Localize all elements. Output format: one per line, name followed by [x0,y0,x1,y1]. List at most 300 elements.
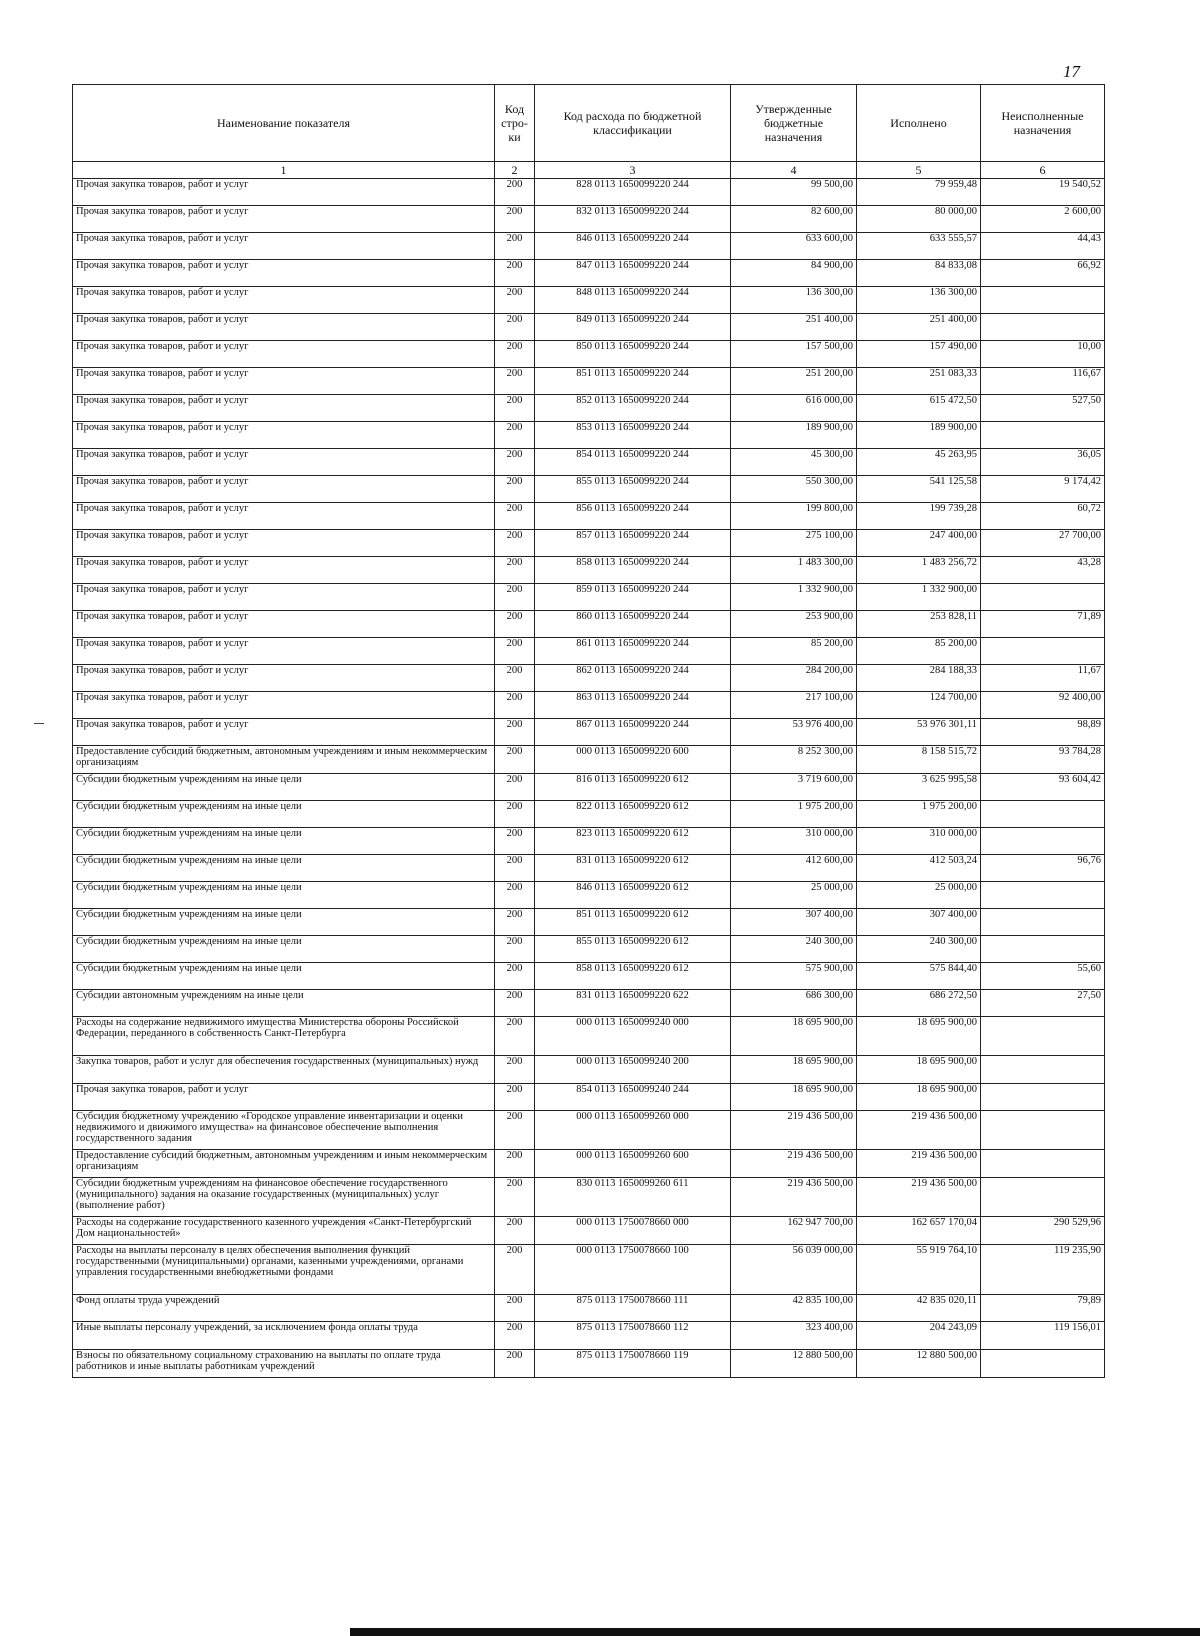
row-approved: 53 976 400,00 [731,719,857,746]
table-row [73,1084,1105,1111]
column-number: 4 [731,162,857,179]
row-budget-code: 856 0113 1650099220 244 [535,503,731,530]
table-row [73,638,1105,665]
row-unexecuted: 93 604,42 [981,774,1105,801]
row-budget-code: 854 0113 1650099220 244 [535,449,731,476]
row-budget-code: 000 0113 1650099220 600 [535,746,731,774]
page-number: 17 [1063,62,1080,81]
row-unexecuted [981,1084,1105,1111]
table-row [73,422,1105,449]
row-unexecuted [981,1017,1105,1056]
row-approved: 219 436 500,00 [731,1178,857,1217]
row-approved: 189 900,00 [731,422,857,449]
table-header-row [73,85,1105,162]
row-budget-code: 000 0113 1650099240 000 [535,1017,731,1056]
row-approved: 323 400,00 [731,1322,857,1350]
table-row [73,882,1105,909]
row-unexecuted: 79,89 [981,1295,1105,1322]
table-row [73,1056,1105,1084]
row-budget-code: 854 0113 1650099240 244 [535,1084,731,1111]
row-approved: 56 039 000,00 [731,1245,857,1295]
row-approved: 18 695 900,00 [731,1084,857,1111]
row-approved: 12 880 500,00 [731,1350,857,1378]
row-approved: 162 947 700,00 [731,1217,857,1245]
row-name: Расходы на выплаты персоналу в целях обеспечения выполнения функций государственными (муниципальными) органами, казенными учреждениями, органами управления государственными внебюджетными фондами [73,1245,495,1295]
table-row [73,774,1105,801]
table-row [73,665,1105,692]
row-budget-code: 851 0113 1650099220 612 [535,909,731,936]
row-name: Субсидии бюджетным учреждениям на иные цели [73,909,495,936]
row-name: Субсидия бюджетному учреждению «Городское управление инвентаризации и оценки недвижимого и движимого имущества» на финансовое обеспечение выполнения государственного задания [73,1111,495,1150]
table-row [73,395,1105,422]
row-name: Прочая закупка товаров, работ и услуг [73,314,495,341]
row-budget-code: 875 0113 1750078660 119 [535,1350,731,1378]
row-unexecuted: 11,67 [981,665,1105,692]
row-approved: 18 695 900,00 [731,1056,857,1084]
row-unexecuted [981,1350,1105,1378]
row-name: Субсидии автономным учреждениям на иные цели [73,990,495,1017]
table-row [73,206,1105,233]
table-row [73,314,1105,341]
header-name: Наименование показателя [73,85,495,162]
row-approved: 199 800,00 [731,503,857,530]
row-unexecuted: 66,92 [981,260,1105,287]
table-row [73,1295,1105,1322]
row-executed: 3 625 995,58 [857,774,981,801]
row-name: Прочая закупка товаров, работ и услуг [73,1084,495,1111]
row-budget-code: 861 0113 1650099220 244 [535,638,731,665]
row-budget-code: 823 0113 1650099220 612 [535,828,731,855]
row-executed: 247 400,00 [857,530,981,557]
table-row [73,1178,1105,1217]
row-name: Прочая закупка товаров, работ и услуг [73,476,495,503]
row-approved: 1 975 200,00 [731,801,857,828]
header-unexecuted: Неисполненные назначения [981,85,1105,162]
row-approved: 219 436 500,00 [731,1150,857,1178]
row-name: Взносы по обязательному социальному страхованию на выплаты по оплате труда работников и иные выплаты работникам учреждений [73,1350,495,1378]
table-row [73,1350,1105,1378]
row-executed: 1 483 256,72 [857,557,981,584]
row-budget-code: 867 0113 1650099220 244 [535,719,731,746]
row-name: Закупка товаров, работ и услуг для обеспечения государственных (муниципальных) нужд [73,1056,495,1084]
row-approved: 633 600,00 [731,233,857,260]
row-name: Прочая закупка товаров, работ и услуг [73,260,495,287]
row-approved: 85 200,00 [731,638,857,665]
row-approved: 310 000,00 [731,828,857,855]
column-number-row [73,162,1105,179]
row-budget-code: 860 0113 1650099220 244 [535,611,731,638]
row-executed: 541 125,58 [857,476,981,503]
row-line-code: 200 [495,828,535,855]
row-name: Прочая закупка товаров, работ и услуг [73,395,495,422]
row-budget-code: 000 0113 1650099260 000 [535,1111,731,1150]
row-approved: 284 200,00 [731,665,857,692]
row-approved: 253 900,00 [731,611,857,638]
row-approved: 18 695 900,00 [731,1017,857,1056]
row-name: Прочая закупка товаров, работ и услуг [73,368,495,395]
row-name: Прочая закупка товаров, работ и услуг [73,206,495,233]
row-executed: 53 976 301,11 [857,719,981,746]
row-executed: 310 000,00 [857,828,981,855]
row-unexecuted: 527,50 [981,395,1105,422]
row-executed: 136 300,00 [857,287,981,314]
row-budget-code: 859 0113 1650099220 244 [535,584,731,611]
row-approved: 219 436 500,00 [731,1111,857,1150]
row-name: Иные выплаты персоналу учреждений, за исключением фонда оплаты труда [73,1322,495,1350]
row-line-code: 200 [495,1084,535,1111]
row-name: Субсидии бюджетным учреждениям на иные цели [73,963,495,990]
row-executed: 284 188,33 [857,665,981,692]
row-unexecuted: 93 784,28 [981,746,1105,774]
row-budget-code: 851 0113 1650099220 244 [535,368,731,395]
row-executed: 18 695 900,00 [857,1084,981,1111]
row-unexecuted [981,828,1105,855]
row-approved: 412 600,00 [731,855,857,882]
row-budget-code: 831 0113 1650099220 612 [535,855,731,882]
scan-edge-bar [350,1628,1200,1636]
row-approved: 42 835 100,00 [731,1295,857,1322]
row-unexecuted [981,287,1105,314]
row-executed: 1 332 900,00 [857,584,981,611]
row-name: Прочая закупка товаров, работ и услуг [73,611,495,638]
row-name: Фонд оплаты труда учреждений [73,1295,495,1322]
row-approved: 275 100,00 [731,530,857,557]
row-name: Расходы на содержание государственного казенного учреждения «Санкт-Петербургский Дом национальностей» [73,1217,495,1245]
row-unexecuted [981,422,1105,449]
row-approved: 575 900,00 [731,963,857,990]
row-budget-code: 816 0113 1650099220 612 [535,774,731,801]
row-budget-code: 875 0113 1750078660 112 [535,1322,731,1350]
row-budget-code: 852 0113 1650099220 244 [535,395,731,422]
row-executed: 253 828,11 [857,611,981,638]
row-line-code: 200 [495,1322,535,1350]
table-row [73,746,1105,774]
row-approved: 8 252 300,00 [731,746,857,774]
row-executed: 251 400,00 [857,314,981,341]
row-line-code: 200 [495,692,535,719]
table-row [73,1322,1105,1350]
row-line-code: 200 [495,665,535,692]
row-line-code: 200 [495,1178,535,1217]
row-line-code: 200 [495,179,535,206]
table-row [73,449,1105,476]
row-unexecuted: 27 700,00 [981,530,1105,557]
table-row [73,476,1105,503]
row-line-code: 200 [495,1217,535,1245]
row-unexecuted: 19 540,52 [981,179,1105,206]
row-line-code: 200 [495,503,535,530]
row-name: Прочая закупка товаров, работ и услуг [73,665,495,692]
row-approved: 217 100,00 [731,692,857,719]
row-approved: 84 900,00 [731,260,857,287]
row-unexecuted [981,638,1105,665]
row-approved: 136 300,00 [731,287,857,314]
row-name: Предоставление субсидий бюджетным, автономным учреждениям и иным некоммерческим организациям [73,746,495,774]
row-line-code: 200 [495,855,535,882]
row-unexecuted: 2 600,00 [981,206,1105,233]
row-line-code: 200 [495,963,535,990]
row-name: Субсидии бюджетным учреждениям на иные цели [73,774,495,801]
table-row [73,1111,1105,1150]
margin-mark [34,723,44,724]
row-executed: 84 833,08 [857,260,981,287]
row-executed: 219 436 500,00 [857,1150,981,1178]
row-approved: 45 300,00 [731,449,857,476]
row-line-code: 200 [495,449,535,476]
table-row [73,1245,1105,1295]
row-name: Прочая закупка товаров, работ и услуг [73,449,495,476]
row-line-code: 200 [495,1017,535,1056]
row-approved: 251 400,00 [731,314,857,341]
row-unexecuted: 60,72 [981,503,1105,530]
row-executed: 633 555,57 [857,233,981,260]
row-executed: 575 844,40 [857,963,981,990]
row-unexecuted [981,584,1105,611]
row-name: Прочая закупка товаров, работ и услуг [73,692,495,719]
header-line-code: Код стро-ки [495,85,535,162]
row-budget-code: 000 0113 1650099240 200 [535,1056,731,1084]
row-budget-code: 862 0113 1650099220 244 [535,665,731,692]
row-unexecuted: 119 235,90 [981,1245,1105,1295]
row-budget-code: 858 0113 1650099220 612 [535,963,731,990]
row-budget-code: 855 0113 1650099220 244 [535,476,731,503]
row-name: Субсидии бюджетным учреждениям на иные цели [73,828,495,855]
row-executed: 686 272,50 [857,990,981,1017]
row-unexecuted: 55,60 [981,963,1105,990]
row-line-code: 200 [495,530,535,557]
row-unexecuted [981,909,1105,936]
row-line-code: 200 [495,990,535,1017]
row-name: Субсидии бюджетным учреждениям на финансовое обеспечение государственного (муниципального) задания на оказание государственных (муниципальных) услуг (выполнение работ) [73,1178,495,1217]
row-unexecuted: 92 400,00 [981,692,1105,719]
row-name: Прочая закупка товаров, работ и услуг [73,179,495,206]
table-row [73,260,1105,287]
row-executed: 55 919 764,10 [857,1245,981,1295]
row-line-code: 200 [495,909,535,936]
row-line-code: 200 [495,341,535,368]
row-line-code: 200 [495,1150,535,1178]
row-line-code: 200 [495,1056,535,1084]
row-executed: 199 739,28 [857,503,981,530]
row-budget-code: 853 0113 1650099220 244 [535,422,731,449]
row-budget-code: 832 0113 1650099220 244 [535,206,731,233]
row-unexecuted: 96,76 [981,855,1105,882]
row-executed: 18 695 900,00 [857,1017,981,1056]
row-line-code: 200 [495,260,535,287]
row-unexecuted: 290 529,96 [981,1217,1105,1245]
row-budget-code: 822 0113 1650099220 612 [535,801,731,828]
row-line-code: 200 [495,206,535,233]
row-executed: 189 900,00 [857,422,981,449]
row-budget-code: 863 0113 1650099220 244 [535,692,731,719]
row-approved: 82 600,00 [731,206,857,233]
row-approved: 686 300,00 [731,990,857,1017]
row-unexecuted: 116,67 [981,368,1105,395]
table-row [73,963,1105,990]
row-name: Прочая закупка товаров, работ и услуг [73,422,495,449]
row-name: Субсидии бюджетным учреждениям на иные цели [73,801,495,828]
row-unexecuted: 36,05 [981,449,1105,476]
row-line-code: 200 [495,1350,535,1378]
row-name: Прочая закупка товаров, работ и услуг [73,287,495,314]
row-name: Прочая закупка товаров, работ и услуг [73,503,495,530]
row-line-code: 200 [495,801,535,828]
row-approved: 3 719 600,00 [731,774,857,801]
row-line-code: 200 [495,557,535,584]
row-unexecuted [981,882,1105,909]
row-unexecuted [981,314,1105,341]
column-number: 5 [857,162,981,179]
row-name: Субсидии бюджетным учреждениям на иные цели [73,936,495,963]
row-name: Расходы на содержание недвижимого имущества Министерства обороны Российской Федерации, переданного в собственность Санкт-Петербурга [73,1017,495,1056]
row-line-code: 200 [495,611,535,638]
table-row [73,1217,1105,1245]
row-executed: 18 695 900,00 [857,1056,981,1084]
row-unexecuted [981,1056,1105,1084]
row-name: Прочая закупка товаров, работ и услуг [73,341,495,368]
row-executed: 85 200,00 [857,638,981,665]
row-unexecuted [981,1111,1105,1150]
row-unexecuted: 9 174,42 [981,476,1105,503]
table-row [73,936,1105,963]
row-approved: 157 500,00 [731,341,857,368]
row-line-code: 200 [495,1245,535,1295]
row-budget-code: 847 0113 1650099220 244 [535,260,731,287]
row-unexecuted: 27,50 [981,990,1105,1017]
row-unexecuted: 43,28 [981,557,1105,584]
row-executed: 45 263,95 [857,449,981,476]
row-line-code: 200 [495,1295,535,1322]
row-line-code: 200 [495,314,535,341]
row-executed: 80 000,00 [857,206,981,233]
table-row [73,557,1105,584]
table-row [73,828,1105,855]
row-approved: 99 500,00 [731,179,857,206]
row-executed: 157 490,00 [857,341,981,368]
row-line-code: 200 [495,395,535,422]
table-row [73,801,1105,828]
row-name: Субсидии бюджетным учреждениям на иные цели [73,855,495,882]
row-budget-code: 846 0113 1650099220 612 [535,882,731,909]
row-unexecuted: 44,43 [981,233,1105,260]
row-executed: 204 243,09 [857,1322,981,1350]
row-unexecuted: 119 156,01 [981,1322,1105,1350]
row-line-code: 200 [495,368,535,395]
row-executed: 251 083,33 [857,368,981,395]
row-executed: 12 880 500,00 [857,1350,981,1378]
row-executed: 615 472,50 [857,395,981,422]
header-executed: Исполнено [857,85,981,162]
row-budget-code: 830 0113 1650099260 611 [535,1178,731,1217]
row-name: Прочая закупка товаров, работ и услуг [73,530,495,557]
table-row [73,287,1105,314]
row-executed: 8 158 515,72 [857,746,981,774]
table-row [73,611,1105,638]
table-row [73,530,1105,557]
row-executed: 124 700,00 [857,692,981,719]
row-executed: 219 436 500,00 [857,1178,981,1217]
row-budget-code: 000 0113 1750078660 000 [535,1217,731,1245]
column-number: 1 [73,162,495,179]
row-line-code: 200 [495,233,535,260]
row-approved: 307 400,00 [731,909,857,936]
row-budget-code: 855 0113 1650099220 612 [535,936,731,963]
row-line-code: 200 [495,746,535,774]
row-unexecuted: 71,89 [981,611,1105,638]
row-executed: 42 835 020,11 [857,1295,981,1322]
row-executed: 412 503,24 [857,855,981,882]
row-unexecuted [981,1150,1105,1178]
row-name: Прочая закупка товаров, работ и услуг [73,557,495,584]
table-row [73,990,1105,1017]
row-line-code: 200 [495,584,535,611]
table-row [73,368,1105,395]
table-row [73,855,1105,882]
row-executed: 219 436 500,00 [857,1111,981,1150]
row-unexecuted [981,801,1105,828]
row-budget-code: 000 0113 1650099260 600 [535,1150,731,1178]
row-budget-code: 846 0113 1650099220 244 [535,233,731,260]
row-budget-code: 849 0113 1650099220 244 [535,314,731,341]
row-budget-code: 828 0113 1650099220 244 [535,179,731,206]
row-budget-code: 858 0113 1650099220 244 [535,557,731,584]
header-approved: Утвержденные бюджетные назначения [731,85,857,162]
row-name: Прочая закупка товаров, работ и услуг [73,638,495,665]
row-approved: 240 300,00 [731,936,857,963]
row-line-code: 200 [495,882,535,909]
row-line-code: 200 [495,1111,535,1150]
row-name: Субсидии бюджетным учреждениям на иные цели [73,882,495,909]
table-row [73,503,1105,530]
row-approved: 550 300,00 [731,476,857,503]
table-row [73,233,1105,260]
row-budget-code: 848 0113 1650099220 244 [535,287,731,314]
table-row [73,692,1105,719]
row-executed: 1 975 200,00 [857,801,981,828]
header-budget-code: Код расхода по бюджетной классификации [535,85,731,162]
table-row [73,584,1105,611]
column-number: 6 [981,162,1105,179]
row-budget-code: 000 0113 1750078660 100 [535,1245,731,1295]
table-row [73,1017,1105,1056]
row-unexecuted [981,1178,1105,1217]
row-line-code: 200 [495,719,535,746]
row-executed: 240 300,00 [857,936,981,963]
column-number: 3 [535,162,731,179]
row-line-code: 200 [495,476,535,503]
row-line-code: 200 [495,287,535,314]
column-number: 2 [495,162,535,179]
table-row [73,1150,1105,1178]
row-executed: 25 000,00 [857,882,981,909]
row-unexecuted: 10,00 [981,341,1105,368]
row-executed: 307 400,00 [857,909,981,936]
row-line-code: 200 [495,422,535,449]
row-budget-code: 831 0113 1650099220 622 [535,990,731,1017]
row-approved: 1 483 300,00 [731,557,857,584]
table-row [73,719,1105,746]
row-line-code: 200 [495,774,535,801]
row-approved: 1 332 900,00 [731,584,857,611]
row-budget-code: 850 0113 1650099220 244 [535,341,731,368]
row-line-code: 200 [495,936,535,963]
row-unexecuted [981,936,1105,963]
row-budget-code: 857 0113 1650099220 244 [535,530,731,557]
table-row [73,341,1105,368]
row-budget-code: 875 0113 1750078660 111 [535,1295,731,1322]
budget-execution-table [72,84,1105,1378]
row-approved: 25 000,00 [731,882,857,909]
